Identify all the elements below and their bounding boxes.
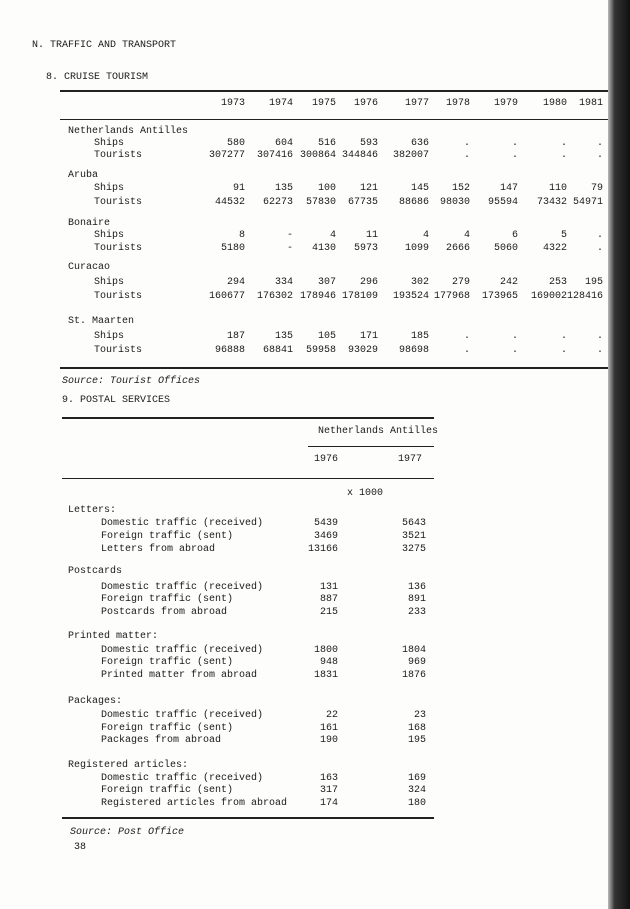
page-number: 38 (74, 842, 87, 853)
table-cell: 580 (226, 138, 245, 149)
table-cell: 302 (410, 277, 429, 288)
scan-edge-shadow (608, 0, 630, 909)
table-cell: 1804 (401, 645, 426, 656)
postal-unit: x 1000 (347, 488, 384, 499)
row-label: Ships (94, 183, 125, 194)
table-cell: . (463, 138, 470, 149)
table-cell: 4 (422, 230, 429, 241)
row-label: Foreign traffic (sent) (101, 657, 234, 668)
table-cell: 171 (359, 331, 378, 342)
table-cell: 891 (407, 594, 426, 605)
table-cell: 93029 (347, 345, 378, 356)
year-header: 1979 (493, 98, 518, 109)
postal-year-1976: 1976 (314, 454, 339, 465)
table-cell: 13166 (307, 544, 338, 555)
category-label: Printed matter: (68, 631, 159, 642)
table-cell: 382007 (392, 150, 429, 161)
table-cell: 233 (407, 607, 426, 618)
table-cell: 516 (317, 138, 336, 149)
cruise-top-rule (60, 90, 608, 92)
row-label: Ships (94, 138, 125, 149)
row-label: Tourists (94, 150, 143, 161)
table-cell: 344846 (341, 150, 378, 161)
table-cell: 5 (560, 230, 567, 241)
table-cell: 100 (317, 183, 336, 194)
year-header: 1976 (353, 98, 378, 109)
table-cell: 68841 (262, 345, 293, 356)
row-label: Domestic traffic (received) (101, 645, 264, 656)
table-cell: 190 (319, 735, 338, 746)
year-header: 1974 (268, 98, 293, 109)
row-label: Foreign traffic (sent) (101, 785, 234, 796)
table-cell: 4130 (311, 243, 336, 254)
row-label: Domestic traffic (received) (101, 582, 264, 593)
table-cell: 54971 (572, 197, 603, 208)
table-cell: 152 (451, 183, 470, 194)
row-label: Packages from abroad (101, 735, 222, 746)
table-cell: 324 (407, 785, 426, 796)
postal-region-rule (308, 446, 434, 447)
table-cell: 593 (359, 138, 378, 149)
table-cell: 105 (317, 331, 336, 342)
year-header: 1975 (311, 98, 336, 109)
table-cell: . (596, 345, 603, 356)
postal-header-rule (62, 478, 434, 479)
table-cell: 1800 (313, 645, 338, 656)
table-cell: 948 (319, 657, 338, 668)
postal-year-1977: 1977 (398, 454, 423, 465)
table-cell: . (511, 345, 518, 356)
table-cell: 969 (407, 657, 426, 668)
table-cell: 5643 (401, 518, 426, 529)
table-cell: 145 (410, 183, 429, 194)
year-header: 1981 (578, 98, 603, 109)
row-label: Ships (94, 277, 125, 288)
table-cell: . (596, 138, 603, 149)
section-header: N. TRAFFIC AND TRANSPORT (32, 40, 177, 51)
table-cell: 22 (325, 710, 338, 721)
table-cell: . (511, 331, 518, 342)
table-cell: . (560, 150, 567, 161)
table-cell: 91 (232, 183, 245, 194)
row-label: Ships (94, 331, 125, 342)
row-label: Foreign traffic (sent) (101, 723, 234, 734)
row-label: Foreign traffic (sent) (101, 531, 234, 542)
year-header: 1973 (220, 98, 245, 109)
table-cell: 173965 (481, 291, 518, 302)
table-cell: 195 (584, 277, 603, 288)
table-cell: 334 (274, 277, 293, 288)
row-label: Tourists (94, 197, 143, 208)
category-label: Postcards (68, 566, 123, 577)
table-cell: 131 (319, 582, 338, 593)
table-cell: . (511, 138, 518, 149)
table-cell: 161 (319, 723, 338, 734)
year-header: 1978 (445, 98, 470, 109)
table-cell: 279 (451, 277, 470, 288)
category-label: Registered articles: (68, 760, 189, 771)
cruise-source: Source: Tourist Offices (62, 376, 201, 387)
row-label: Tourists (94, 243, 143, 254)
table-cell: 178109 (341, 291, 378, 302)
region-label: Aruba (68, 170, 99, 181)
region-label: St. Maarten (68, 316, 135, 327)
table-cell: . (463, 150, 470, 161)
table-cell: 128416 (566, 291, 603, 302)
table-cell: 23 (413, 710, 426, 721)
row-label: Tourists (94, 291, 143, 302)
region-label: Bonaire (68, 218, 111, 229)
table-cell: 79 (590, 183, 603, 194)
table-cell: 242 (499, 277, 518, 288)
table-cell: 88686 (398, 197, 429, 208)
table-cell: 294 (226, 277, 245, 288)
table-cell: 215 (319, 607, 338, 618)
region-label: Curacao (68, 262, 111, 273)
row-label: Printed matter from abroad (101, 670, 258, 681)
row-label: Foreign traffic (sent) (101, 594, 234, 605)
table-cell: 59958 (305, 345, 336, 356)
table-cell: 5973 (353, 243, 378, 254)
cruise-bottom-rule (60, 367, 608, 369)
table-cell: 296 (359, 277, 378, 288)
postal-top-rule (62, 417, 434, 419)
table-cell: 887 (319, 594, 338, 605)
table-cell: 4322 (542, 243, 567, 254)
table-cell: 67735 (347, 197, 378, 208)
table-cell: 44532 (214, 197, 245, 208)
table-cell: 185 (410, 331, 429, 342)
year-header: 1980 (542, 98, 567, 109)
table-cell: 307277 (208, 150, 245, 161)
table-cell: 169002 (530, 291, 567, 302)
table-cell: 2666 (445, 243, 470, 254)
table-cell: . (560, 331, 567, 342)
table-cell: 1099 (404, 243, 429, 254)
row-label: Ships (94, 230, 125, 241)
table-cell: 136 (407, 582, 426, 593)
table-cell: . (560, 138, 567, 149)
table-cell: 73432 (536, 197, 567, 208)
table-cell: 187 (226, 331, 245, 342)
postal-bottom-rule (62, 817, 434, 819)
row-label: Domestic traffic (received) (101, 773, 264, 784)
postal-title: 9. POSTAL SERVICES (62, 395, 171, 406)
row-label: Domestic traffic (received) (101, 518, 264, 529)
row-label: Tourists (94, 345, 143, 356)
table-cell: . (596, 230, 603, 241)
table-cell: 98698 (398, 345, 429, 356)
table-cell: 8 (238, 230, 245, 241)
table-cell: . (463, 331, 470, 342)
table-cell: 5060 (493, 243, 518, 254)
table-cell: 163 (319, 773, 338, 784)
table-cell: - (286, 230, 293, 241)
postal-region: Netherlands Antilles (318, 426, 439, 437)
table-cell: 178946 (299, 291, 336, 302)
table-cell: 147 (499, 183, 518, 194)
table-cell: 3521 (401, 531, 426, 542)
table-cell: 4 (463, 230, 470, 241)
table-cell: 3275 (401, 544, 426, 555)
table-cell: 177968 (433, 291, 470, 302)
table-cell: 135 (274, 183, 293, 194)
table-cell: 62273 (262, 197, 293, 208)
postal-source: Source: Post Office (70, 827, 185, 838)
table-cell: 604 (274, 138, 293, 149)
year-header: 1977 (404, 98, 429, 109)
table-cell: 6 (511, 230, 518, 241)
row-label: Domestic traffic (received) (101, 710, 264, 721)
row-label: Postcards from abroad (101, 607, 228, 618)
table-cell: 1831 (313, 670, 338, 681)
table-cell: 98030 (439, 197, 470, 208)
table-cell: 1876 (401, 670, 426, 681)
table-cell: 174 (319, 798, 338, 809)
table-cell: 5180 (220, 243, 245, 254)
table-cell: 176302 (256, 291, 293, 302)
table-cell: 5439 (313, 518, 338, 529)
table-cell: 307416 (256, 150, 293, 161)
table-cell: 636 (410, 138, 429, 149)
region-label: Netherlands Antilles (68, 126, 189, 137)
row-label: Letters from abroad (101, 544, 216, 555)
table-cell: 169 (407, 773, 426, 784)
table-cell: 121 (359, 183, 378, 194)
table-cell: 317 (319, 785, 338, 796)
table-cell: . (596, 150, 603, 161)
category-label: Packages: (68, 696, 123, 707)
cruise-header-rule (60, 119, 608, 120)
table-cell: 3469 (313, 531, 338, 542)
table-cell: 4 (329, 230, 336, 241)
category-label: Letters: (68, 505, 117, 516)
table-cell: 195 (407, 735, 426, 746)
table-cell: 193524 (392, 291, 429, 302)
table-cell: . (596, 243, 603, 254)
table-cell: 95594 (487, 197, 518, 208)
table-cell: 96888 (214, 345, 245, 356)
table-cell: 168 (407, 723, 426, 734)
cruise-title: 8. CRUISE TOURISM (46, 72, 149, 83)
table-cell: 300864 (299, 150, 336, 161)
row-label: Registered articles from abroad (101, 798, 288, 809)
table-cell: 110 (548, 183, 567, 194)
table-cell: 180 (407, 798, 426, 809)
table-cell: . (560, 345, 567, 356)
table-cell: . (463, 345, 470, 356)
table-cell: 135 (274, 331, 293, 342)
table-cell: 11 (365, 230, 378, 241)
table-cell: . (596, 331, 603, 342)
table-cell: 307 (317, 277, 336, 288)
table-cell: . (511, 150, 518, 161)
table-cell: 253 (548, 277, 567, 288)
table-cell: - (286, 243, 293, 254)
table-cell: 160677 (208, 291, 245, 302)
table-cell: 57830 (305, 197, 336, 208)
